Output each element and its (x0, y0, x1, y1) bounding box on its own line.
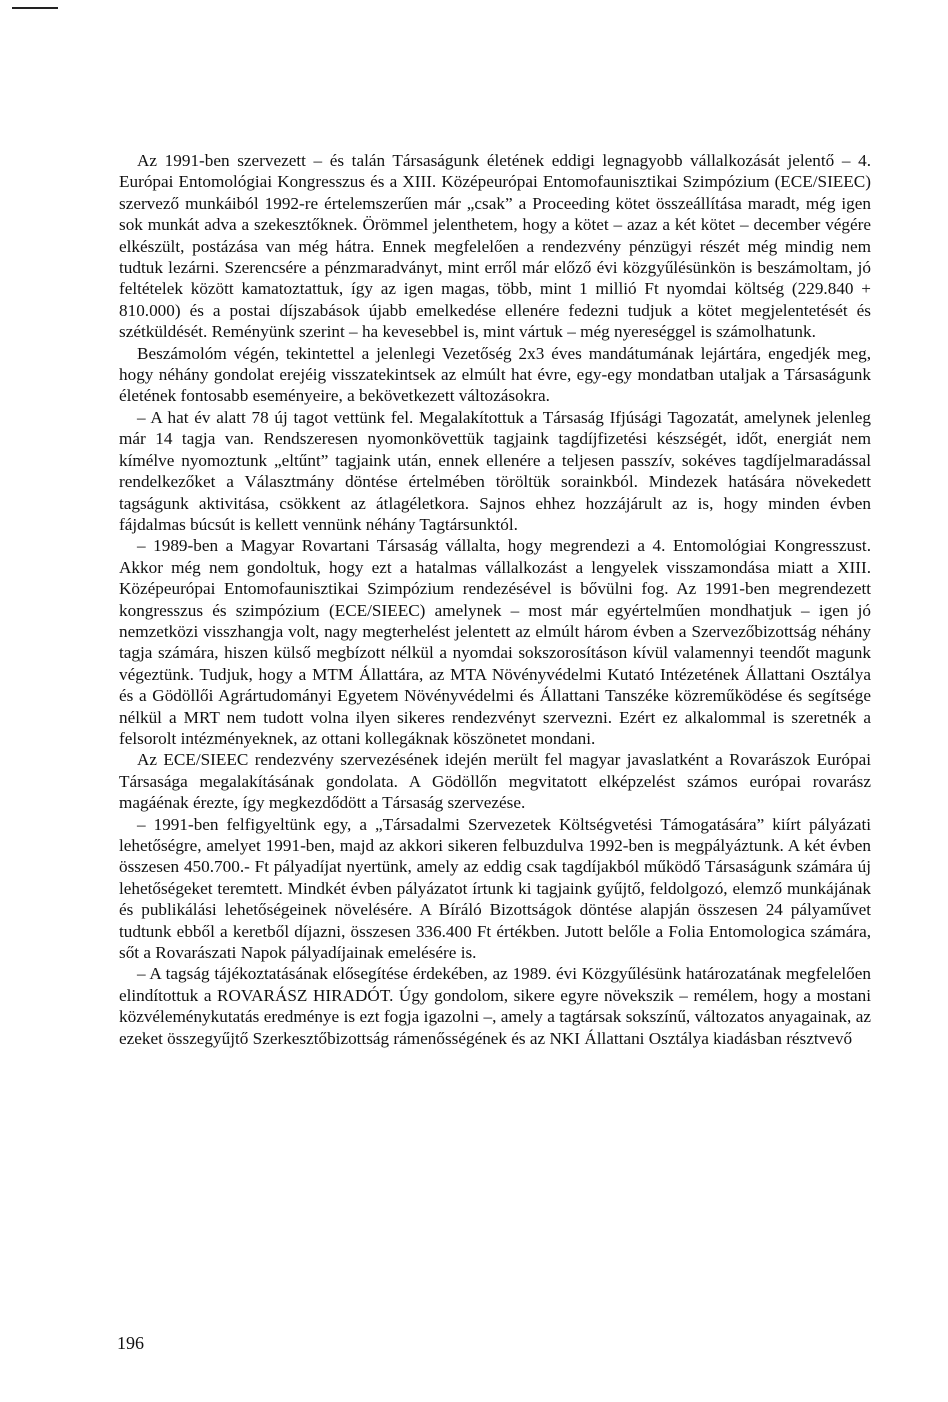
paragraph-5: Az ECE/SIEEC rendezvény szervezésének idején merült fel magyar javaslatként a Rovarászok Európai Társasága megalakításának gondolata. A Gödöllőn megvitatott elképzelést számos európai rovarász magáénak érezte, így megkezdődött a Társaság szervezése. (119, 750, 871, 813)
body-text (119, 150, 871, 1049)
paragraph-3: – A hat év alatt 78 új tagot vettünk fel. Megalakítottuk a Társaság Ifjúsági Tagozatát, amelynek jelenleg már 14 tagja van. Rendszeresen nyomonkövettük tagjaink tagdíjfizetési készségét, időt, energiát nem kímélve nyomoztunk „eltűnt” tagjaink után, ennek ellenére a teljesen passzív, sokéves tagdíjelmaradással rendelkezőket a Választmány döntése értelmében töröltük sorainkból. Mindezek hatására növekedett tagságunk aktivitása, csökkent az átlagéletkora. Sajnos ehhez hozzájárult az is, hogy minden évben fájdalmas búcsút is kellett vennünk néhány Tagtársunktól. (119, 407, 871, 534)
paragraph-7: – A tagság tájékoztatásának elősegítése érdekében, az 1989. évi Közgyűlésünk határozatának megfelelően elindítottuk a ROVARÁSZ HIRADÓT. Úgy gondolom, sikere egyre növekszik – remélem, hogy a mostani közvéleménykutatás eredménye is ezt fogja igazolni –, amely a tagtársak sokszínű, változatos anyagainak, az ezeket összegyűjtő Szerkesztőbizottság rámenősségének és az NKI Állattani Osztálya kiadásban résztvevő (119, 964, 871, 1048)
paragraph-6: – 1991-ben felfigyeltünk egy, a „Társadalmi Szervezetek Költségvetési Támogatására” kiírt pályázati lehetőségre, amelyet 1991-ben, majd az akkori sikeren felbuzdulva 1992-ben is megpályáztunk. A két évben összesen 450.700.- Ft pályadíjat nyertünk, amely az eddig csak tagdíjakból működő Társaságunk számára új lehetőségeket teremtett. Mindkét évben pályázatot írtunk ki tagjaink gyűjtő, feldolgozó, elemző munkájának és publikálási lehetőségeinek növelésére. A Bíráló Bizottságok döntése alapján összesen 24 pályaművet tudtunk ebből a keretből díjazni, összesen 336.400 Ft értékben. Jutott belőle a Folia Entomologica számára, sőt a Rovarászati Napok pályadíjainak emelésére is. (119, 814, 871, 963)
paragraph-1: Az 1991-ben szervezett – és talán Társaságunk életének eddigi legnagyobb vállalkozását jelentő – 4. Európai Entomológiai Kongresszus és a XIII. Középeurópai Entomofaunisztikai Szimpózium (ECE/SIEEC) szervező munkáiból 1992-re értelemszerűen már „csak” a Proceeding kötet összeállítása maradt, még igen sok munkát adva a szekesztőknek. Örömmel jelenthetem, hogy a kötet – azaz a két kötet – december végére elkészült, postázása van még hátra. Ennek megfelelően a rendezvény pénzügyi részét még mindig nem tudtuk lezárni. Szerencsére a pénzmaradványt, mint erről már előző évi közgyűlésünkön is beszámoltam, jó feltételek között kamatoztattuk, így az igen magas, több, mint 1 millió Ft nyomdai költség (229.840 + 810.000) és a postai díjszabások újabb emelkedése ellenére fedezni tudjuk a kötet megjelentetését és szétküldését. Reményünk szerint – ha kevesebbel is, mint vártuk – még nyereséggel is számolhatunk. (119, 151, 871, 342)
page-number: 196 (117, 1333, 144, 1353)
paragraph-2: Beszámolóm végén, tekintettel a jelenlegi Vezetőség 2x3 éves mandátumának lejártára, engedjék meg, hogy néhány gondolat erejéig visszatekintsek az elmúlt hat évre, egy-egy mondatban utaljak a Társaságunk életének fontosabb eseményeire, a bekövetkezett változásokra. (119, 343, 871, 406)
top-rule (12, 7, 58, 9)
paragraph-4: – 1989-ben a Magyar Rovartani Társaság vállalta, hogy megrendezi a 4. Entomológiai Kongresszust. Akkor még nem gondoltuk, hogy ezt a hatalmas vállalkozást a lengyelek visszamondása miatt a XIII. Középeurópai Entomofaunisztikai Szimpózium rendezésével is bővülni fog. Az 1991-ben megrendezett kongresszus és szimpózium (ECE/SIEEC) amelynek – most már egyértelműen mondhatjuk – igen jó nemzetközi visszhangja volt, nagy megterhelést jelentett az elmúlt három évben a Szervezőbizottság néhány tagja számára, hiszen külső megbízott nélkül a nyomdai sokszorosításon kívül valamennyi teendőt magunk végeztünk. Tudjuk, hogy a MTM Állattára, az MTA Növényvédelmi Kutató Intézetének Állattani Osztálya és a Gödöllői Agrártudományi Egyetem Növényvédelmi és Állattani Tanszéke közreműködése és segítsége nélkül a MRT nem tudott volna ilyen sikeres rendezvényt szervezni. Ezért ez alkalommal is szeretnék a felsorolt intézményeknek, az ottani kollegáknak köszönetet mondani. (119, 536, 871, 748)
